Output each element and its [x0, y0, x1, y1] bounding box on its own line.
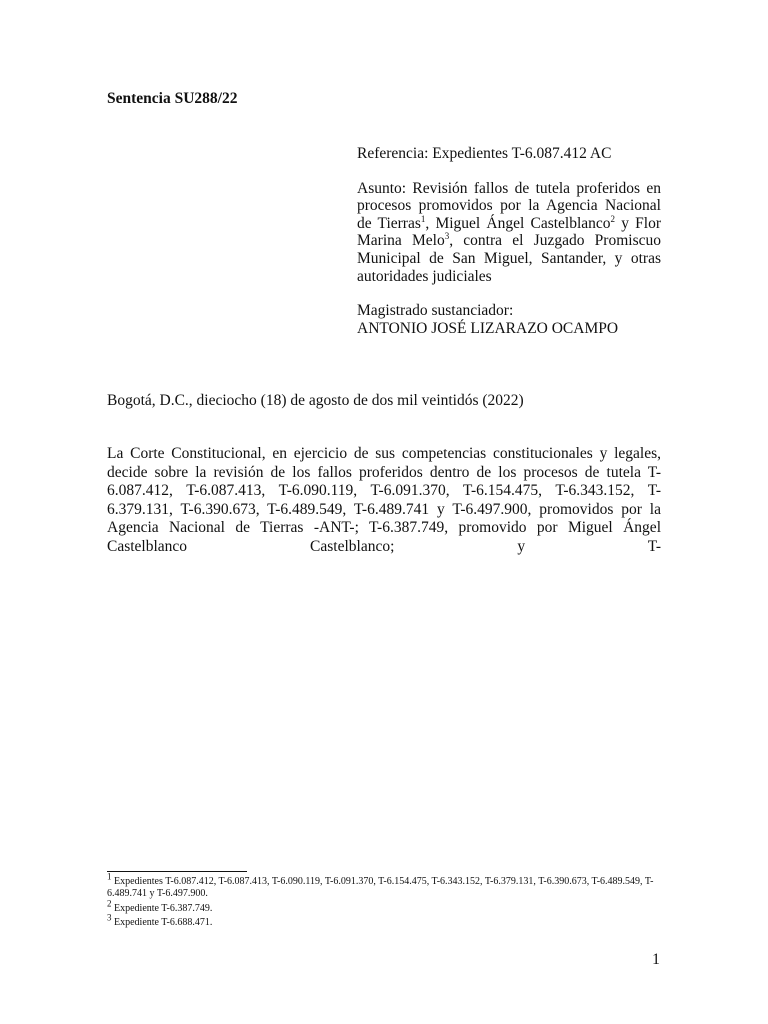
footnote-ref-1[interactable]: 1: [420, 213, 426, 224]
magistrate-name: ANTONIO JOSÉ LIZARAZO OCAMPO: [357, 319, 619, 337]
body-paragraph: La Corte Constitucional, en ejercicio de sus competencias constitucionales y legales, decide sobre la revisión de los fallos proferidos dentro de los procesos de tutela T-6.087.412, T-6.087.413, T-6.090.119, T-6.091.370, T-6.154.475, T-6.343.152, T-6.379.131, T-6.390.673, T-6.489.549, T-6.489.741 y T-6.497.900, promovidos por la Agencia Nacional de Tierras -ANT-; T-6.387.749, promovido por Miguel Ángel Castelblanco Castelblanco; y T-: [107, 445, 661, 555]
date-line: Bogotá, D.C., dieciocho (18) de agosto de dos mil veintidós (2022): [107, 392, 524, 409]
subject-text-4: , contra el Juzgado Promiscuo Municipal de San Miguel, Santander, y otras autoridades judiciales: [357, 232, 661, 285]
magistrate-label: Magistrado sustanciador:: [357, 302, 514, 320]
footnotes: [107, 871, 663, 931]
footnote-ref-3[interactable]: 3: [444, 231, 450, 242]
reference-line: Referencia: Expedientes T-6.087.412 AC: [357, 145, 612, 162]
subject-paragraph: [357, 180, 661, 286]
subject-text-2: , Miguel Ángel Castelblanco: [425, 214, 611, 232]
subject-text-3: y Flor Marina Melo: [357, 214, 662, 250]
footnote-ref-2[interactable]: 2: [610, 213, 616, 224]
page-number: 1: [652, 951, 660, 968]
footnote-mark-2: 2: [107, 898, 112, 909]
subject-text-1: Asunto: Revisión fallos de tutela proferidos en procesos promovidos por la Agencia Nacional de Tierras: [357, 179, 661, 232]
footnote-separator: [107, 871, 247, 872]
footnote-text-1: Expedientes T-6.087.412, T-6.087.413, T-6.090.119, T-6.091.370, T-6.154.475, T-6.343.152, T-6.379.131, T-6.390.673, T-6.489.549, T-6.489.741 y T-6.497.900.: [107, 876, 654, 900]
footnote-text-2: Expediente T-6.387.749.: [111, 902, 213, 914]
document-title: Sentencia SU288/22: [107, 90, 238, 107]
footnote-3: [107, 912, 663, 929]
footnote-2: [107, 898, 663, 915]
footnote-1: [107, 871, 663, 901]
footnote-mark-1: 1: [107, 871, 112, 882]
reference-block: [357, 145, 661, 337]
footnote-mark-3: 3: [107, 912, 112, 923]
footnote-text-3: Expediente T-6.688.471.: [111, 916, 213, 928]
